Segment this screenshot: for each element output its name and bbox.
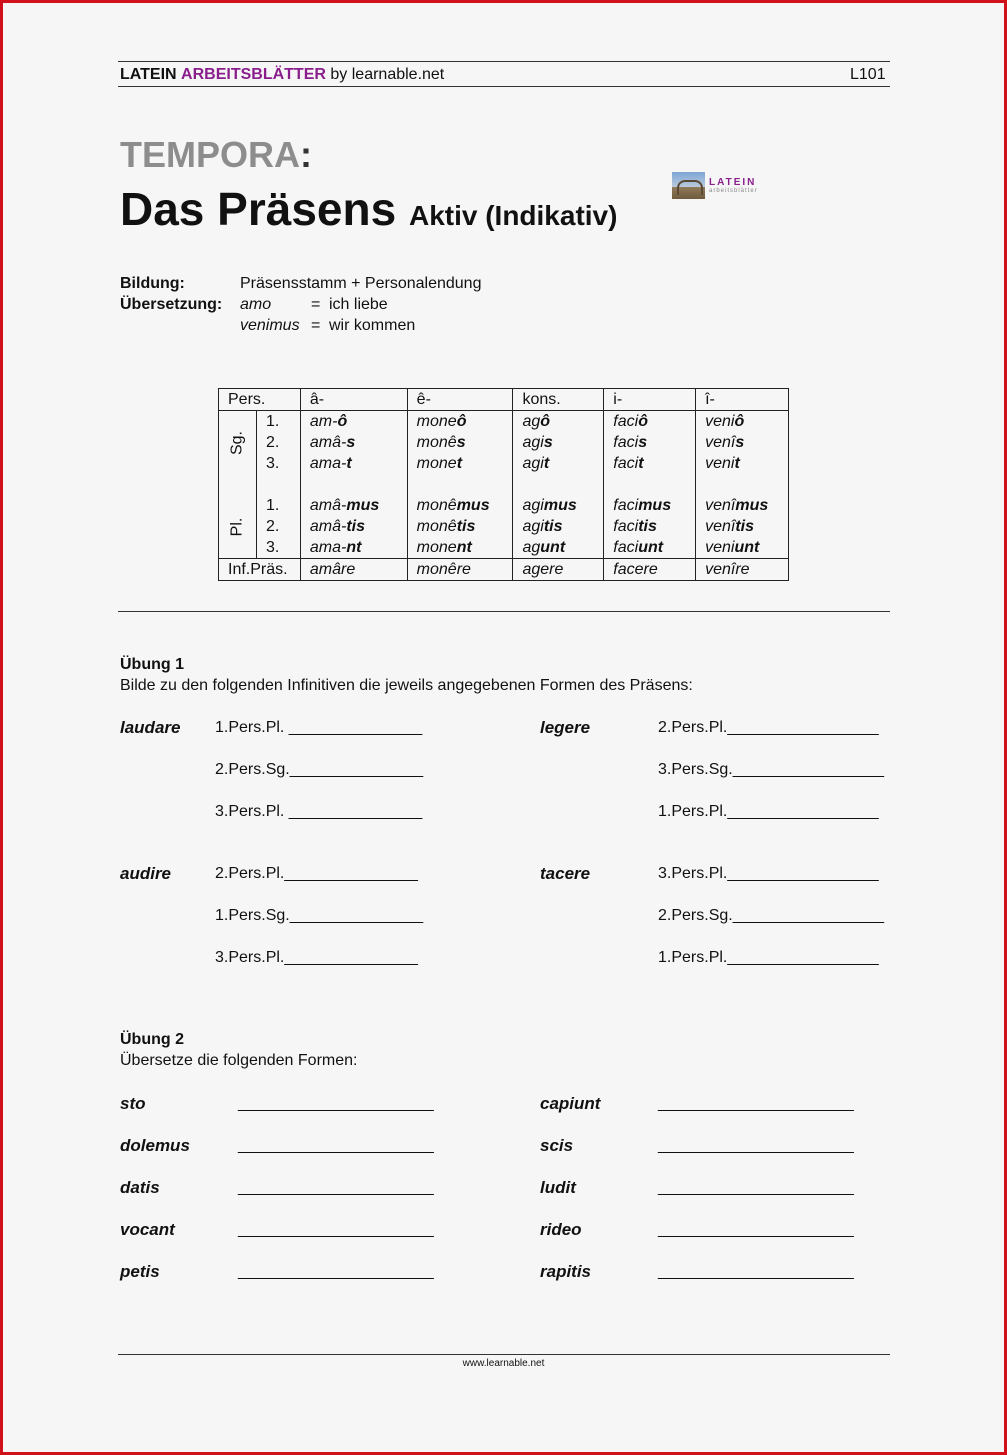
answer-blank[interactable]: ______________________ (238, 1095, 434, 1112)
answer-blank[interactable]: 1.Pers.Pl._________________ (658, 949, 879, 966)
table-row (219, 474, 789, 495)
uebung1-instruction: Bilde zu den folgenden Infinitiven die jeweils angegebenen Formen des Präsens: (120, 677, 693, 694)
verb-form (300, 516, 407, 537)
verb-ending: s (456, 434, 466, 451)
verb-form (407, 411, 513, 433)
verb-form (513, 453, 604, 474)
table-row (219, 453, 789, 474)
verb-stem: amâ- (309, 497, 347, 514)
answer-blank[interactable]: 2.Pers.Sg._______________ (215, 761, 424, 778)
person-number: 1. (256, 495, 300, 516)
verb-form (300, 495, 407, 516)
verb-form (604, 432, 696, 453)
exercise-word: ludit (540, 1178, 576, 1197)
header-e: ê- (407, 389, 513, 411)
answer-blank[interactable]: 1.Pers.Pl._________________ (658, 803, 879, 820)
table-row (219, 432, 789, 453)
kicker-colon: : (300, 134, 312, 175)
verb-stem: agi (522, 455, 544, 472)
table-row (219, 516, 789, 537)
verb-form (513, 537, 604, 559)
table-row (219, 411, 789, 433)
header-a: â- (300, 389, 407, 411)
example-eq: = (311, 296, 321, 313)
verb-ending: tis (346, 518, 366, 535)
verb-stem: faci (613, 539, 639, 556)
verb-ending: ô (734, 413, 745, 430)
answer-blank[interactable]: 2.Pers.Sg._________________ (658, 907, 884, 924)
verb-stem: venî (705, 518, 736, 535)
example-latin: venimus (240, 317, 300, 334)
verb-stem: faci (613, 455, 639, 472)
example-german: ich liebe (329, 296, 388, 313)
verb-form (513, 432, 604, 453)
answer-blank[interactable]: 3.Pers.Pl._______________ (215, 949, 418, 966)
inf-label: Inf.Präs. (219, 559, 301, 581)
title-main: Das Präsens (120, 183, 397, 235)
verb-stem: amâ- (309, 434, 347, 451)
answer-blank[interactable]: 2.Pers.Pl._________________ (658, 719, 879, 736)
verb-ending: mus (543, 497, 577, 514)
answer-blank[interactable]: 3.Pers.Pl. _______________ (215, 803, 423, 820)
header-brand (120, 66, 444, 84)
table-row (219, 537, 789, 559)
verb-ending: mus (638, 497, 672, 514)
exercise-word: vocant (120, 1220, 175, 1239)
header-ii: î- (696, 389, 789, 411)
verb-ending: nt (346, 539, 362, 556)
exercise-word: capiunt (540, 1094, 601, 1113)
footer-url: www.learnable.net (462, 1358, 545, 1369)
exercise-word: petis (120, 1262, 160, 1281)
answer-blank[interactable]: ______________________ (658, 1221, 854, 1238)
person-number: 3. (256, 453, 300, 474)
exercise-verb: legere (540, 718, 591, 737)
brand-arbeitsblaetter: ARBEITSBLÄTTER (181, 66, 326, 83)
example-eq: = (311, 317, 321, 334)
answer-blank[interactable]: ______________________ (238, 1263, 434, 1280)
answer-blank[interactable]: ______________________ (658, 1137, 854, 1154)
bildung-text: Präsensstamm + Personalendung (240, 275, 482, 292)
verb-form (513, 411, 604, 433)
title-sub: Aktiv (Indikativ) (408, 200, 618, 231)
verb-form (300, 411, 407, 433)
sheet-code: L101 (850, 66, 886, 83)
inf-cell: venîre (696, 559, 789, 581)
verb-stem: agi (522, 434, 544, 451)
verb-stem: monê (416, 518, 457, 535)
verb-ending: t (638, 455, 644, 472)
answer-blank[interactable]: 2.Pers.Pl._______________ (215, 865, 418, 882)
verb-ending: s (543, 434, 553, 451)
answer-blank[interactable]: ______________________ (658, 1095, 854, 1112)
verb-ending: t (456, 455, 463, 472)
answer-blank[interactable]: 3.Pers.Pl._________________ (658, 865, 879, 882)
verb-stem: mone (416, 413, 457, 430)
verb-form (604, 516, 696, 537)
verb-stem: ag (522, 539, 541, 556)
verb-ending: unt (638, 539, 664, 556)
verb-form (513, 516, 604, 537)
kicker-text: TEMPORA (120, 134, 300, 175)
verb-form (300, 474, 407, 495)
page-title (120, 182, 617, 236)
table-header-row (219, 389, 789, 411)
verb-ending: unt (734, 539, 760, 556)
brand-by: by learnable.net (330, 66, 445, 83)
group-plural (219, 495, 257, 559)
verb-ending: mus (456, 497, 490, 514)
verb-ending: s (346, 434, 356, 451)
uebung2-title: Übung 2 (120, 1031, 184, 1048)
brand-latein: LATEIN (120, 66, 177, 83)
person-number (256, 474, 300, 495)
verb-stem: ama- (309, 539, 347, 556)
group-label: Pl. (228, 517, 246, 536)
answer-blank[interactable]: ______________________ (658, 1179, 854, 1196)
verb-ending: s (735, 434, 745, 451)
verb-form (513, 495, 604, 516)
verb-ending: t (734, 455, 740, 472)
exercise-word: sto (120, 1094, 146, 1113)
person-number: 1. (256, 411, 300, 433)
verb-form (300, 432, 407, 453)
verb-form (407, 516, 513, 537)
uebung1-title: Übung 1 (120, 656, 184, 673)
colosseum-icon (672, 172, 705, 199)
verb-stem: venî (705, 497, 736, 514)
verb-form (696, 474, 789, 495)
header-pers: Pers. (219, 389, 301, 411)
section-divider (118, 611, 890, 612)
exercise-word: scis (540, 1136, 574, 1155)
verb-stem: faci (613, 497, 639, 514)
inf-cell: agere (513, 559, 604, 581)
verb-stem: monê (416, 434, 457, 451)
verb-ending: t (346, 455, 352, 472)
verb-form (407, 495, 513, 516)
verb-ending: ô (337, 413, 348, 430)
person-number: 2. (256, 516, 300, 537)
verb-form (604, 537, 696, 559)
example-latin: amo (240, 296, 272, 313)
verb-stem: mone (416, 455, 457, 472)
verb-ending: tis (735, 518, 755, 535)
verb-ending: ô (638, 413, 648, 430)
verb-stem: faci (613, 518, 639, 535)
verb-ending: t (543, 455, 550, 472)
logo-line1: LATEIN (709, 177, 757, 188)
verb-ending: tis (543, 518, 563, 535)
verb-form (407, 432, 513, 453)
group-label: Sg. (228, 430, 246, 455)
verb-stem: agi (522, 497, 544, 514)
inf-cell: monêre (407, 559, 513, 581)
footer-divider (118, 1354, 890, 1355)
inf-cell: amâre (300, 559, 407, 581)
verb-form (696, 495, 789, 516)
verb-form (407, 474, 513, 495)
example-german: wir kommen (329, 317, 416, 334)
verb-ending: ô (456, 413, 467, 430)
verb-form (604, 474, 696, 495)
verb-ending: mus (346, 497, 380, 514)
verb-form (604, 453, 696, 474)
uebersetzung-label: Übersetzung: (120, 296, 223, 313)
verb-ending: nt (456, 539, 472, 556)
topic-kicker (120, 134, 312, 176)
verb-stem: veni (705, 413, 735, 430)
exercise-verb: tacere (540, 864, 591, 883)
latein-logo (672, 172, 777, 200)
verb-stem: ag (522, 413, 541, 430)
conjugation-table (218, 388, 789, 581)
table-row (219, 495, 789, 516)
header-i: i- (604, 389, 696, 411)
header-rule-bottom (118, 86, 890, 87)
verb-ending: mus (735, 497, 769, 514)
verb-ending: tis (638, 518, 657, 535)
group-singular (219, 411, 257, 475)
verb-form (407, 537, 513, 559)
verb-form (300, 453, 407, 474)
exercise-word: datis (120, 1178, 160, 1197)
verb-form (696, 411, 789, 433)
inf-cell: facere (604, 559, 696, 581)
exercise-verb: laudare (120, 718, 181, 737)
verb-form (604, 411, 696, 433)
verb-form (696, 516, 789, 537)
answer-blank[interactable]: ______________________ (658, 1263, 854, 1280)
verb-stem: ama- (309, 455, 347, 472)
bildung-label: Bildung: (120, 275, 185, 292)
verb-form (407, 453, 513, 474)
verb-form (696, 453, 789, 474)
person-number: 3. (256, 537, 300, 559)
answer-blank[interactable]: ______________________ (238, 1221, 434, 1238)
exercise-word: dolemus (120, 1136, 190, 1155)
verb-form (696, 537, 789, 559)
logo-line2: arbeitsblätter (709, 188, 758, 194)
verb-ending: s (638, 434, 648, 451)
verb-stem: faci (613, 434, 639, 451)
answer-blank[interactable]: 3.Pers.Sg._________________ (658, 761, 884, 778)
header-rule-top (118, 61, 890, 62)
verb-stem: veni (705, 455, 735, 472)
exercise-word: rapitis (540, 1262, 592, 1281)
answer-blank[interactable]: 1.Pers.Pl. _______________ (215, 719, 423, 736)
exercise-word: rideo (540, 1220, 582, 1239)
exercise-verb: audire (120, 864, 172, 883)
person-number: 2. (256, 432, 300, 453)
verb-ending: tis (456, 518, 476, 535)
verb-stem: mone (416, 539, 457, 556)
answer-blank[interactable]: ______________________ (238, 1137, 434, 1154)
infinitive-row (219, 559, 789, 581)
answer-blank[interactable]: 1.Pers.Sg._______________ (215, 907, 424, 924)
uebung2-instruction: Übersetze die folgenden Formen: (120, 1052, 358, 1069)
verb-stem: veni (705, 539, 735, 556)
verb-form (513, 474, 604, 495)
verb-stem: faci (613, 413, 639, 430)
answer-blank[interactable]: ______________________ (238, 1179, 434, 1196)
verb-stem: monê (416, 497, 457, 514)
verb-ending: unt (540, 539, 566, 556)
verb-form (604, 495, 696, 516)
verb-stem: agi (522, 518, 544, 535)
header-kons: kons. (513, 389, 604, 411)
verb-form (696, 432, 789, 453)
verb-stem: am- (309, 413, 338, 430)
group-spacer (219, 474, 257, 495)
verb-stem: venî (705, 434, 736, 451)
verb-form (300, 537, 407, 559)
verb-stem: amâ- (309, 518, 347, 535)
verb-ending: ô (540, 413, 551, 430)
